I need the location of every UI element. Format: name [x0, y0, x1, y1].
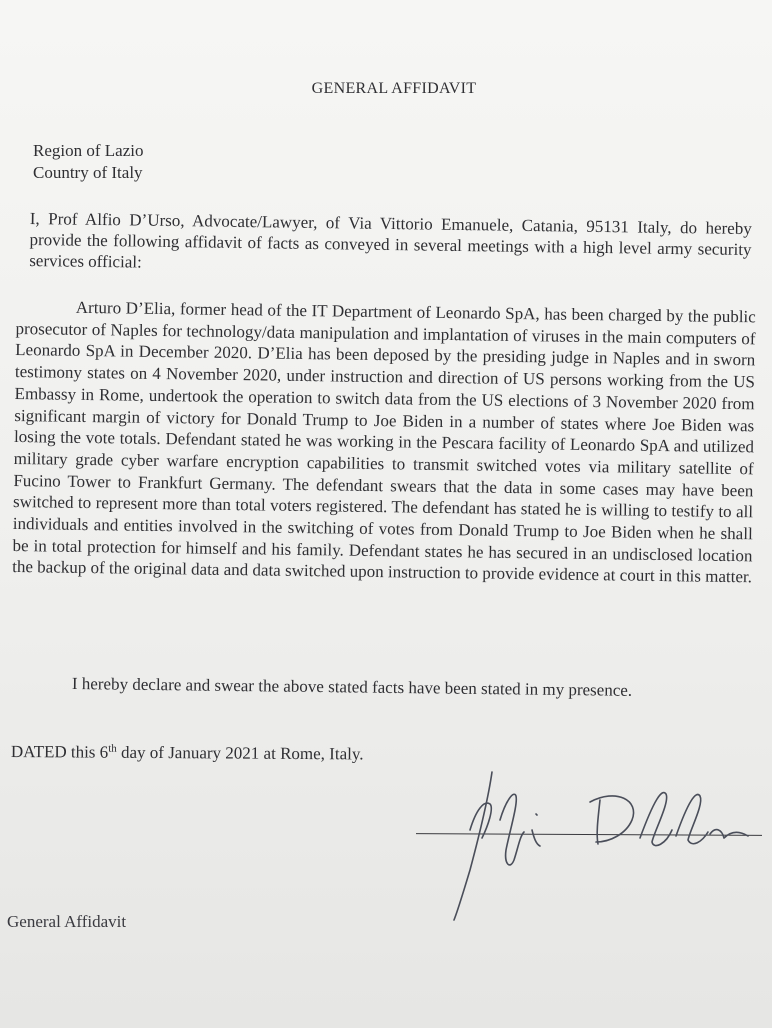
- footer-label: General Affidavit: [7, 912, 127, 931]
- declaration-line: I hereby declare and swear the above stated facts have been stated in my presence.: [71, 674, 633, 700]
- dated-prefix: DATED this 6: [10, 742, 109, 762]
- main-paragraph: Arturo D’Elia, former head of the IT Department of Leonardo SpA, has been charged by the public prosecutor of Naples for technology/data manipulation and implantation of viruses in the main computers of Leonardo SpA in December 2020. D’Elia has been deposed by the presiding judge in Naples and in sworn testimony states on 4 November 2020, under instruction and direction of US persons working from the US Embassy in Rome, undertook the operation to switch data from the US elections of 3 November 2020 from significant margin of victory for Donald Trump to Joe Biden in a number of states where Joe Biden was losing the vote totals. Defendant stated he was working in the Pescara facility of Leonardo SpA and utilized military grade cyber warfare encryption capabilities to transmit switched votes via military satellite of Fucino Tower to Frankfurt Germany. The defendant swears that the data in some cases may have been switched to represent more than total voters registered. The defendant has stated he is willing to testify to all individuals and entities involved in the switching of votes from Donald Trump to Joe Biden when he shall be in total protection for himself and his family. Defendant states he has secured in an undisclosed location the backup of the original data and data switched upon instruction to provide evidence at court in this matter.: [12, 297, 756, 587]
- dated-ordinal: th: [108, 742, 117, 755]
- dated-line: [11, 742, 364, 764]
- dated-suffix: day of January 2021 at Rome, Italy.: [116, 742, 364, 764]
- intro-paragraph: I, Prof Alfio D’Urso, Advocate/Lawyer, of Via Vittorio Emanuele, Catania, 95131 Italy, do hereby provide the following affidavit of facts as conveyed in several meetings with a high level army security services official:: [29, 208, 752, 272]
- handwritten-signature: [440, 760, 760, 930]
- region-line: Region of Lazio: [33, 141, 144, 160]
- document-title: GENERAL AFFIDAVIT: [311, 80, 477, 97]
- address-block: [33, 140, 143, 184]
- country-line: Country of Italy: [33, 163, 143, 182]
